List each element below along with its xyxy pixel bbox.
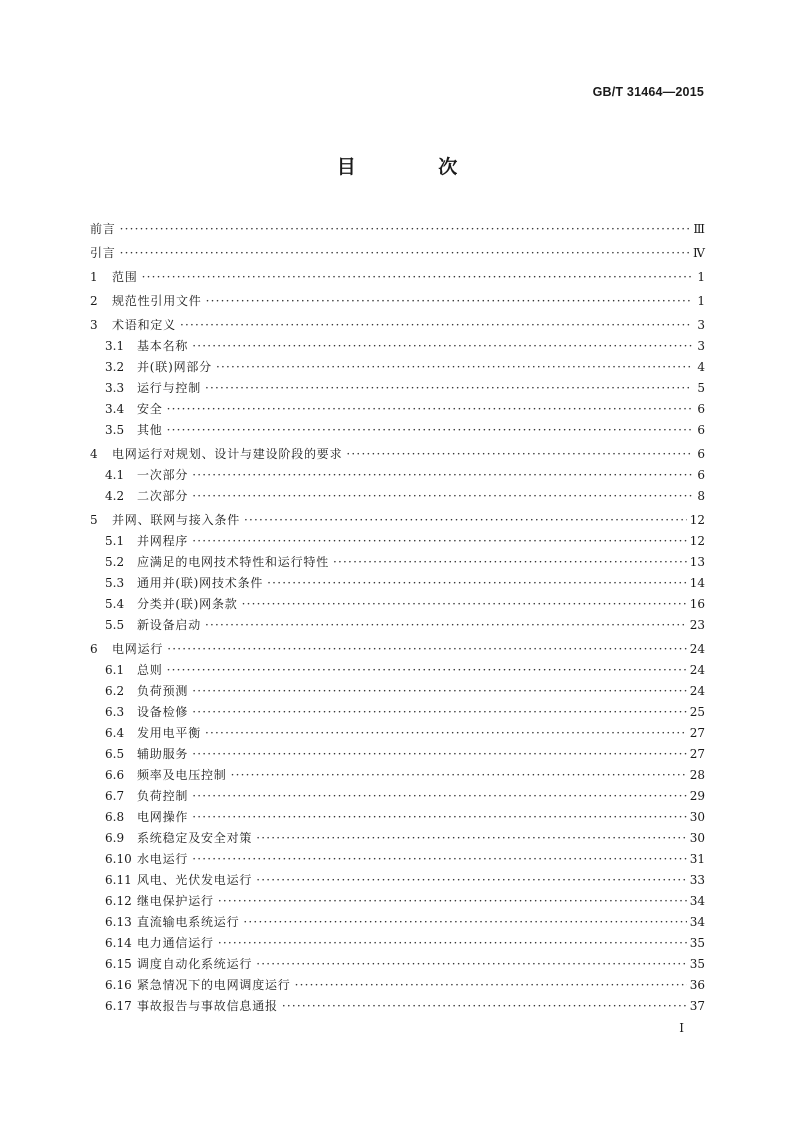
toc-entry-title: 负荷预测 bbox=[137, 684, 189, 698]
toc-leader-dots bbox=[192, 849, 687, 870]
toc-entry-number: 6.15 bbox=[105, 957, 132, 971]
toc-leader-dots bbox=[243, 912, 686, 933]
toc-entry-title: 术语和定义 bbox=[112, 318, 177, 332]
toc-entry-title: 电网运行对规划、设计与建设阶段的要求 bbox=[112, 447, 343, 461]
toc-entry-title: 基本名称 bbox=[137, 339, 189, 353]
toc-leader-dots bbox=[231, 765, 687, 786]
toc-entry-page: 1 bbox=[697, 270, 705, 284]
table-of-contents bbox=[90, 219, 705, 1017]
toc-entry-page: 23 bbox=[689, 618, 705, 632]
toc-entry-page: 6 bbox=[697, 447, 705, 461]
toc-entry-title: 调度自动化系统运行 bbox=[137, 957, 253, 971]
toc-entry-number: 6.2 bbox=[105, 684, 125, 698]
toc-entry[interactable] bbox=[90, 639, 705, 660]
toc-entry-page: 35 bbox=[689, 936, 705, 950]
toc-entry-title: 应满足的电网技术特性和运行特性 bbox=[137, 555, 330, 569]
toc-entry-title: 辅助服务 bbox=[137, 747, 189, 761]
toc-entry-number: 6.1 bbox=[105, 663, 125, 677]
toc-entry[interactable] bbox=[90, 552, 705, 573]
toc-entry-title: 风电、光伏发电运行 bbox=[137, 873, 253, 887]
toc-entry-page: 12 bbox=[689, 513, 705, 527]
toc-leader-dots bbox=[120, 243, 690, 264]
toc-entry-number: 1 bbox=[90, 270, 98, 284]
toc-entry[interactable] bbox=[90, 267, 705, 288]
toc-entry-title: 规范性引用文件 bbox=[112, 294, 202, 308]
toc-entry[interactable] bbox=[90, 828, 705, 849]
toc-leader-dots bbox=[244, 510, 687, 531]
toc-entry-title: 二次部分 bbox=[137, 489, 189, 503]
toc-entry-number: 6 bbox=[90, 642, 98, 656]
toc-entry-page: 6 bbox=[697, 423, 705, 437]
toc-entry-title: 继电保护运行 bbox=[137, 894, 214, 908]
page-number: Ⅰ bbox=[679, 1021, 684, 1035]
toc-entry-number: 2 bbox=[90, 294, 98, 308]
toc-entry[interactable] bbox=[90, 510, 705, 531]
toc-entry[interactable] bbox=[90, 786, 705, 807]
toc-entry-title: 新设备启动 bbox=[137, 618, 202, 632]
toc-entry-number: 3.2 bbox=[105, 360, 125, 374]
toc-leader-dots bbox=[256, 954, 687, 975]
toc-leader-dots bbox=[206, 291, 692, 312]
toc-entry-number: 3.1 bbox=[105, 339, 125, 353]
toc-entry-number: 3.4 bbox=[105, 402, 125, 416]
toc-entry-page: 27 bbox=[689, 747, 705, 761]
toc-leader-dots bbox=[346, 444, 692, 465]
toc-leader-dots bbox=[205, 615, 687, 636]
toc-leader-dots bbox=[267, 573, 687, 594]
toc-entry[interactable] bbox=[90, 615, 705, 636]
toc-leader-dots bbox=[205, 378, 692, 399]
toc-leader-dots bbox=[192, 786, 687, 807]
toc-entry-number: 5.1 bbox=[105, 534, 125, 548]
toc-entry-page: 24 bbox=[689, 684, 705, 698]
toc-entry-page: 3 bbox=[697, 339, 705, 353]
toc-entry-page: 33 bbox=[689, 873, 705, 887]
toc-leader-dots bbox=[167, 399, 692, 420]
toc-entry[interactable] bbox=[90, 744, 705, 765]
toc-leader-dots bbox=[205, 723, 687, 744]
toc-entry-page: 4 bbox=[697, 360, 705, 374]
toc-entry[interactable] bbox=[90, 444, 705, 465]
toc-entry[interactable] bbox=[90, 933, 705, 954]
toc-entry[interactable] bbox=[90, 315, 705, 336]
toc-entry-title: 直流输电系统运行 bbox=[137, 915, 240, 929]
toc-entry-page: 13 bbox=[689, 555, 705, 569]
toc-entry-page: 24 bbox=[689, 663, 705, 677]
toc-leader-dots bbox=[167, 639, 687, 660]
toc-leader-dots bbox=[192, 807, 687, 828]
toc-entry-page: 16 bbox=[689, 597, 705, 611]
toc-entry-page: 30 bbox=[689, 810, 705, 824]
toc-entry-title: 通用并(联)网技术条件 bbox=[137, 576, 264, 590]
toc-entry-title: 范围 bbox=[112, 270, 138, 284]
toc-entry-number: 6.16 bbox=[105, 978, 132, 992]
toc-entry-number: 3.3 bbox=[105, 381, 125, 395]
toc-leader-dots bbox=[218, 933, 687, 954]
toc-entry-title: 一次部分 bbox=[137, 468, 189, 482]
toc-leader-dots bbox=[282, 996, 687, 1017]
toc-entry-title: 引言 bbox=[90, 246, 116, 260]
toc-entry-number: 5.3 bbox=[105, 576, 125, 590]
toc-entry-page: Ⅲ bbox=[693, 222, 705, 236]
toc-entry-page: 25 bbox=[689, 705, 705, 719]
toc-entry-page: 31 bbox=[689, 852, 705, 866]
toc-entry-number: 6.5 bbox=[105, 747, 125, 761]
page-title: 目 次 bbox=[336, 156, 496, 178]
toc-leader-dots bbox=[167, 420, 692, 441]
toc-entry-title: 电力通信运行 bbox=[137, 936, 214, 950]
toc-entry-page: 36 bbox=[689, 978, 705, 992]
toc-entry-page: 3 bbox=[697, 318, 705, 332]
toc-leader-dots bbox=[295, 975, 687, 996]
toc-entry-number: 5 bbox=[90, 513, 98, 527]
toc-entry-page: 6 bbox=[697, 402, 705, 416]
toc-entry-page: 24 bbox=[689, 642, 705, 656]
toc-entry-number: 6.10 bbox=[105, 852, 132, 866]
toc-leader-dots bbox=[256, 828, 687, 849]
toc-entry[interactable] bbox=[90, 399, 705, 420]
toc-entry[interactable] bbox=[90, 465, 705, 486]
toc-entry-number: 5.5 bbox=[105, 618, 125, 632]
toc-entry[interactable] bbox=[90, 357, 705, 378]
toc-entry[interactable] bbox=[90, 291, 705, 312]
toc-entry[interactable] bbox=[90, 723, 705, 744]
toc-entry-title: 分类并(联)网条款 bbox=[137, 597, 238, 611]
toc-leader-dots bbox=[180, 315, 692, 336]
toc-entry[interactable] bbox=[90, 573, 705, 594]
toc-entry-title: 负荷控制 bbox=[137, 789, 189, 803]
toc-leader-dots bbox=[192, 702, 687, 723]
toc-entry[interactable] bbox=[90, 486, 705, 507]
toc-leader-dots bbox=[120, 219, 691, 240]
toc-entry-title: 电网操作 bbox=[137, 810, 189, 824]
toc-entry-page: 12 bbox=[689, 534, 705, 548]
toc-entry-number: 6.8 bbox=[105, 810, 125, 824]
toc-entry[interactable] bbox=[90, 681, 705, 702]
toc-entry[interactable] bbox=[90, 975, 705, 996]
toc-leader-dots bbox=[218, 891, 687, 912]
toc-entry[interactable] bbox=[90, 336, 705, 357]
toc-entry-number: 6.11 bbox=[105, 873, 132, 887]
toc-entry-number: 6.3 bbox=[105, 705, 125, 719]
toc-entry[interactable] bbox=[90, 243, 705, 264]
toc-entry-page: 37 bbox=[689, 999, 705, 1013]
toc-entry-page: 6 bbox=[697, 468, 705, 482]
toc-entry[interactable] bbox=[90, 807, 705, 828]
toc-entry-page: 34 bbox=[689, 894, 705, 908]
toc-entry-number: 5.2 bbox=[105, 555, 125, 569]
toc-entry-page: 14 bbox=[689, 576, 705, 590]
toc-entry-page: 5 bbox=[697, 381, 705, 395]
toc-entry-title: 前言 bbox=[90, 222, 116, 236]
toc-entry-page: 29 bbox=[689, 789, 705, 803]
toc-entry[interactable] bbox=[90, 660, 705, 681]
toc-entry-title: 水电运行 bbox=[137, 852, 189, 866]
toc-entry-title: 并网、联网与接入条件 bbox=[112, 513, 241, 527]
toc-entry-number: 6.9 bbox=[105, 831, 125, 845]
toc-entry-title: 并网程序 bbox=[137, 534, 189, 548]
toc-leader-dots bbox=[192, 336, 692, 357]
toc-leader-dots bbox=[192, 744, 687, 765]
toc-entry[interactable] bbox=[90, 420, 705, 441]
toc-entry-number: 4.2 bbox=[105, 489, 125, 503]
toc-leader-dots bbox=[142, 267, 692, 288]
toc-entry[interactable] bbox=[90, 891, 705, 912]
toc-entry-title: 频率及电压控制 bbox=[137, 768, 227, 782]
toc-entry-page: 28 bbox=[689, 768, 705, 782]
toc-leader-dots bbox=[242, 594, 687, 615]
toc-entry-number: 4.1 bbox=[105, 468, 125, 482]
toc-entry-page: 8 bbox=[697, 489, 705, 503]
toc-entry-title: 并(联)网部分 bbox=[137, 360, 212, 374]
toc-entry-number: 6.14 bbox=[105, 936, 132, 950]
toc-leader-dots bbox=[256, 870, 687, 891]
toc-entry-title: 系统稳定及安全对策 bbox=[137, 831, 253, 845]
toc-entry-number: 6.7 bbox=[105, 789, 125, 803]
toc-entry-number: 3 bbox=[90, 318, 98, 332]
toc-entry-number: 6.12 bbox=[105, 894, 132, 908]
toc-entry-title: 电网运行 bbox=[112, 642, 164, 656]
toc-entry[interactable] bbox=[90, 378, 705, 399]
toc-leader-dots bbox=[192, 681, 687, 702]
toc-entry-number: 6.17 bbox=[105, 999, 132, 1013]
toc-entry-title: 总则 bbox=[137, 663, 163, 677]
toc-entry-number: 6.6 bbox=[105, 768, 125, 782]
toc-leader-dots bbox=[192, 486, 692, 507]
toc-entry[interactable] bbox=[90, 765, 705, 786]
toc-entry-page: 27 bbox=[689, 726, 705, 740]
toc-entry-page: 35 bbox=[689, 957, 705, 971]
toc-leader-dots bbox=[192, 465, 692, 486]
toc-entry[interactable] bbox=[90, 849, 705, 870]
toc-leader-dots bbox=[333, 552, 687, 573]
toc-entry[interactable] bbox=[90, 996, 705, 1017]
toc-entry-number: 4 bbox=[90, 447, 98, 461]
toc-entry[interactable] bbox=[90, 531, 705, 552]
toc-entry-number: 3.5 bbox=[105, 423, 125, 437]
toc-entry[interactable] bbox=[90, 702, 705, 723]
toc-entry-title: 运行与控制 bbox=[137, 381, 202, 395]
toc-entry[interactable] bbox=[90, 870, 705, 891]
toc-entry-page: Ⅳ bbox=[693, 246, 705, 260]
toc-entry-title: 紧急情况下的电网调度运行 bbox=[137, 978, 291, 992]
toc-leader-dots bbox=[216, 357, 692, 378]
toc-entry-page: 34 bbox=[689, 915, 705, 929]
toc-entry-title: 其他 bbox=[137, 423, 163, 437]
toc-entry-number: 6.13 bbox=[105, 915, 132, 929]
toc-entry[interactable] bbox=[90, 912, 705, 933]
toc-entry[interactable] bbox=[90, 219, 705, 240]
toc-entry-number: 5.4 bbox=[105, 597, 125, 611]
toc-leader-dots bbox=[192, 531, 687, 552]
toc-entry-title: 设备检修 bbox=[137, 705, 189, 719]
toc-entry-page: 1 bbox=[697, 294, 705, 308]
toc-entry[interactable] bbox=[90, 594, 705, 615]
toc-entry-title: 事故报告与事故信息通报 bbox=[137, 999, 278, 1013]
toc-entry-title: 发用电平衡 bbox=[137, 726, 202, 740]
toc-entry-page: 30 bbox=[689, 831, 705, 845]
standard-code: GB/T 31464—2015 bbox=[592, 85, 704, 99]
toc-leader-dots bbox=[167, 660, 687, 681]
toc-entry-number: 6.4 bbox=[105, 726, 125, 740]
toc-entry[interactable] bbox=[90, 954, 705, 975]
toc-entry-title: 安全 bbox=[137, 402, 163, 416]
